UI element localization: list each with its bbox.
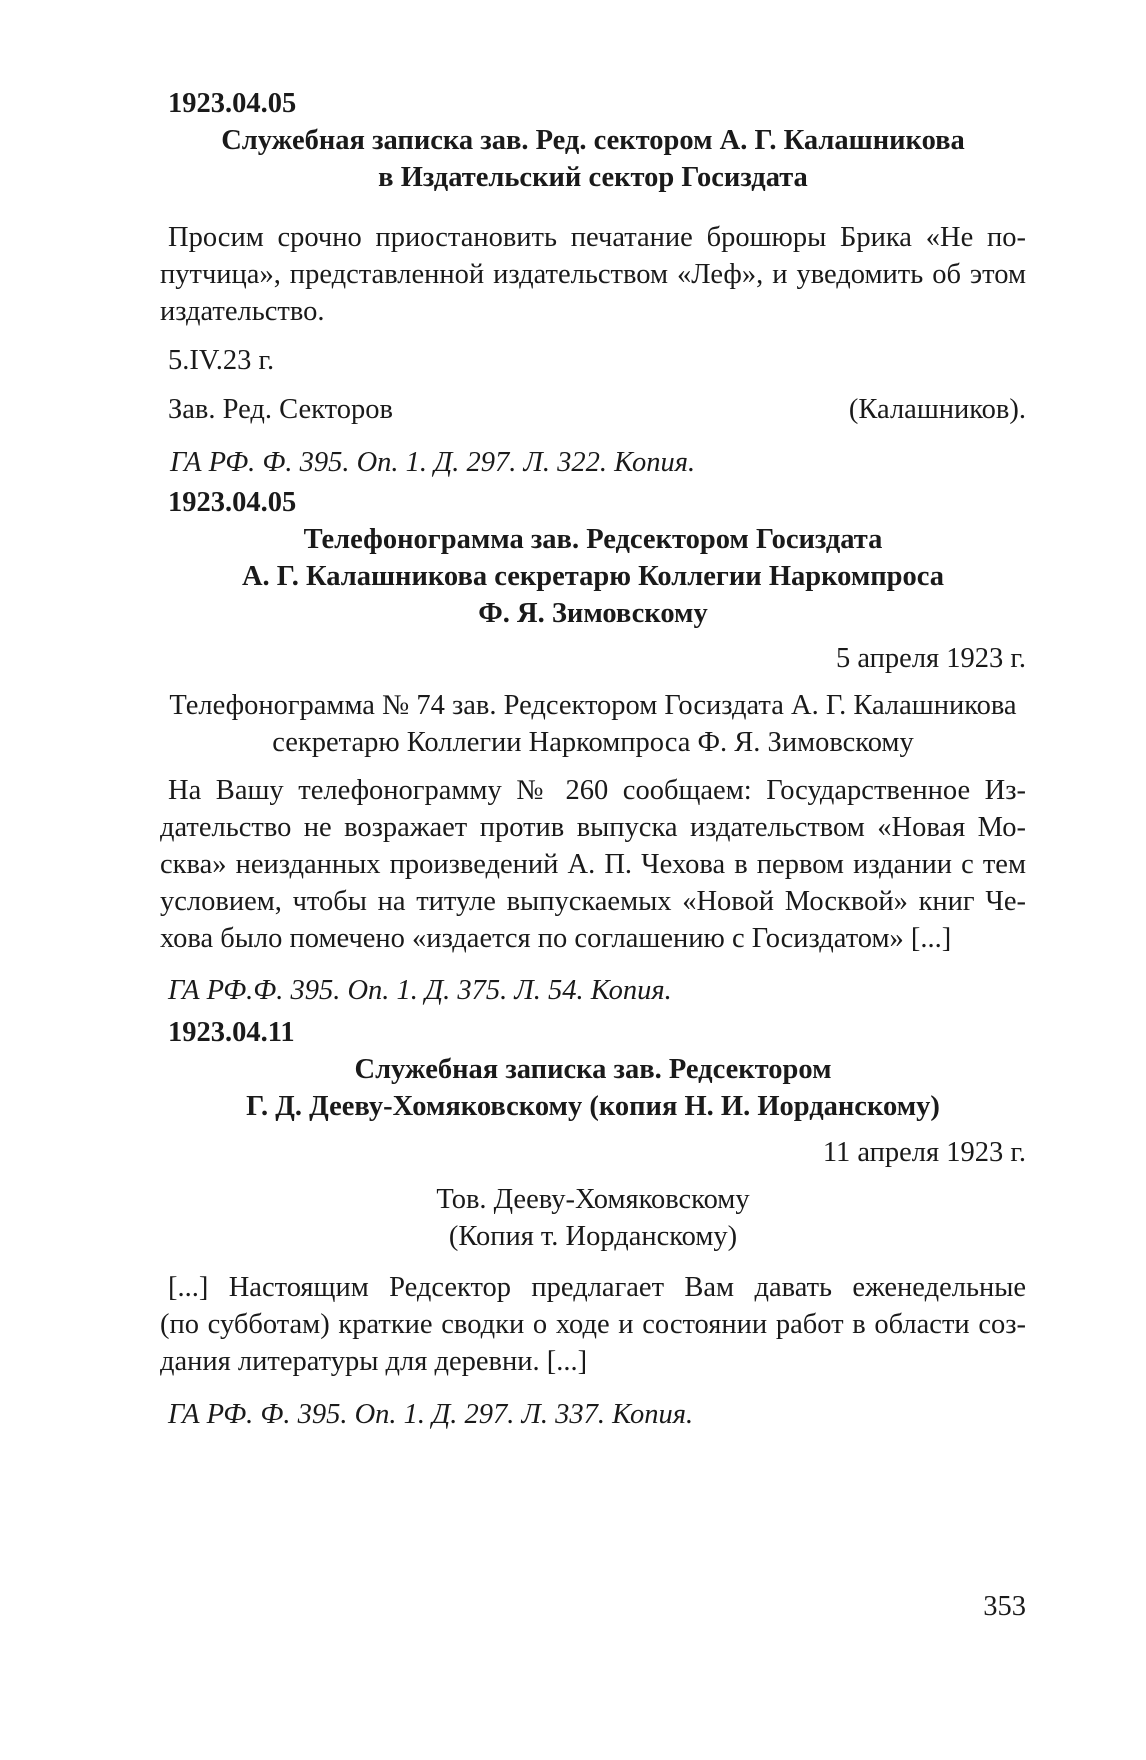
signer-name: (Калашников). bbox=[848, 394, 1026, 425]
header-line: секретарю Коллегии Наркомпроса Ф. Я. Зимовскому bbox=[272, 727, 914, 758]
title-line: Ф. Я. Зимовскому bbox=[478, 598, 708, 629]
entry-title bbox=[160, 122, 1026, 196]
page-number: 353 bbox=[983, 1591, 1026, 1622]
address-line: Тов. Дееву-Хомяковскому bbox=[436, 1184, 750, 1215]
entry-body bbox=[160, 1269, 1026, 1380]
address-block bbox=[160, 1181, 1026, 1255]
body-line: На Вашу телефонограмму № 260 сообщаем: Государственное Из- bbox=[168, 775, 1026, 806]
header-line: Телефонограмма № 74 зав. Редсектором Госиздата А. Г. Калашникова bbox=[169, 690, 1017, 721]
title-line: в Издательский сектор Госиздата bbox=[378, 162, 808, 193]
entry-body bbox=[160, 219, 1026, 330]
document-header bbox=[160, 687, 1026, 761]
signature-row bbox=[160, 391, 1026, 428]
entry-date: 1923.04.05 bbox=[168, 88, 297, 119]
body-line: издательство. bbox=[160, 296, 325, 327]
document-entry-1 bbox=[160, 85, 1026, 481]
title-line: Служебная записка зав. Редсектором bbox=[354, 1054, 832, 1085]
body-line: [...] Настоящим Редсектор предлагает Вам давать еженедельные bbox=[168, 1272, 1026, 1303]
signature-date: 5.IV.23 г. bbox=[168, 345, 275, 376]
archive-source: ГА РФ. Ф. 395. Оп. 1. Д. 297. Л. 337. Копия. bbox=[168, 1399, 694, 1430]
address-line: (Копия т. Иорданскому) bbox=[448, 1221, 738, 1252]
body-line: Просим срочно приостановить печатание брошюры Брика «Не по- bbox=[168, 222, 1026, 253]
body-line: дательство не возражает против выпуска издательством «Новая Мо- bbox=[160, 812, 1026, 843]
entry-date: 1923.04.05 bbox=[168, 487, 297, 518]
entry-body bbox=[160, 772, 1026, 957]
entry-title bbox=[160, 1051, 1026, 1125]
title-line: А. Г. Калашникова секретарю Коллегии Наркомпроса bbox=[241, 561, 945, 592]
archive-source: ГА РФ. Ф. 395. Оп. 1. Д. 297. Л. 322. Копия. bbox=[170, 447, 696, 478]
archive-source: ГА РФ.Ф. 395. Оп. 1. Д. 375. Л. 54. Копия. bbox=[168, 975, 672, 1006]
entry-date: 1923.04.11 bbox=[168, 1017, 295, 1048]
body-line: дания литературы для деревни. [...] bbox=[160, 1346, 588, 1377]
body-line: путчица», представленной издательством «Леф», и уведомить об этом bbox=[160, 259, 1026, 290]
title-line: Служебная записка зав. Ред. сектором А. Г. Калашникова bbox=[221, 125, 965, 156]
body-line: сква» неизданных произведений А. П. Чехова в первом издании с тем bbox=[160, 849, 1026, 880]
body-line: (по субботам) краткие сводки о ходе и состоянии работ в области соз- bbox=[160, 1309, 1026, 1340]
entry-title bbox=[160, 521, 1026, 632]
title-line: Г. Д. Дееву-Хомяковскому (копия Н. И. Иорданскому) bbox=[246, 1091, 940, 1122]
document-page bbox=[160, 0, 1026, 1760]
title-line: Телефонограмма зав. Редсектором Госиздата bbox=[303, 524, 883, 555]
body-line: условием, чтобы на титуле выпускаемых «Новой Москвой» книг Че- bbox=[160, 886, 1026, 917]
document-entry-2 bbox=[160, 484, 1026, 1009]
document-entry-3 bbox=[160, 1014, 1026, 1433]
document-date: 11 апреля 1923 г. bbox=[822, 1137, 1026, 1168]
signer-position: Зав. Ред. Секторов bbox=[168, 394, 393, 425]
document-date: 5 апреля 1923 г. bbox=[836, 643, 1026, 674]
body-line: хова было помечено «издается по соглашению с Госиздатом» [...] bbox=[160, 923, 952, 954]
